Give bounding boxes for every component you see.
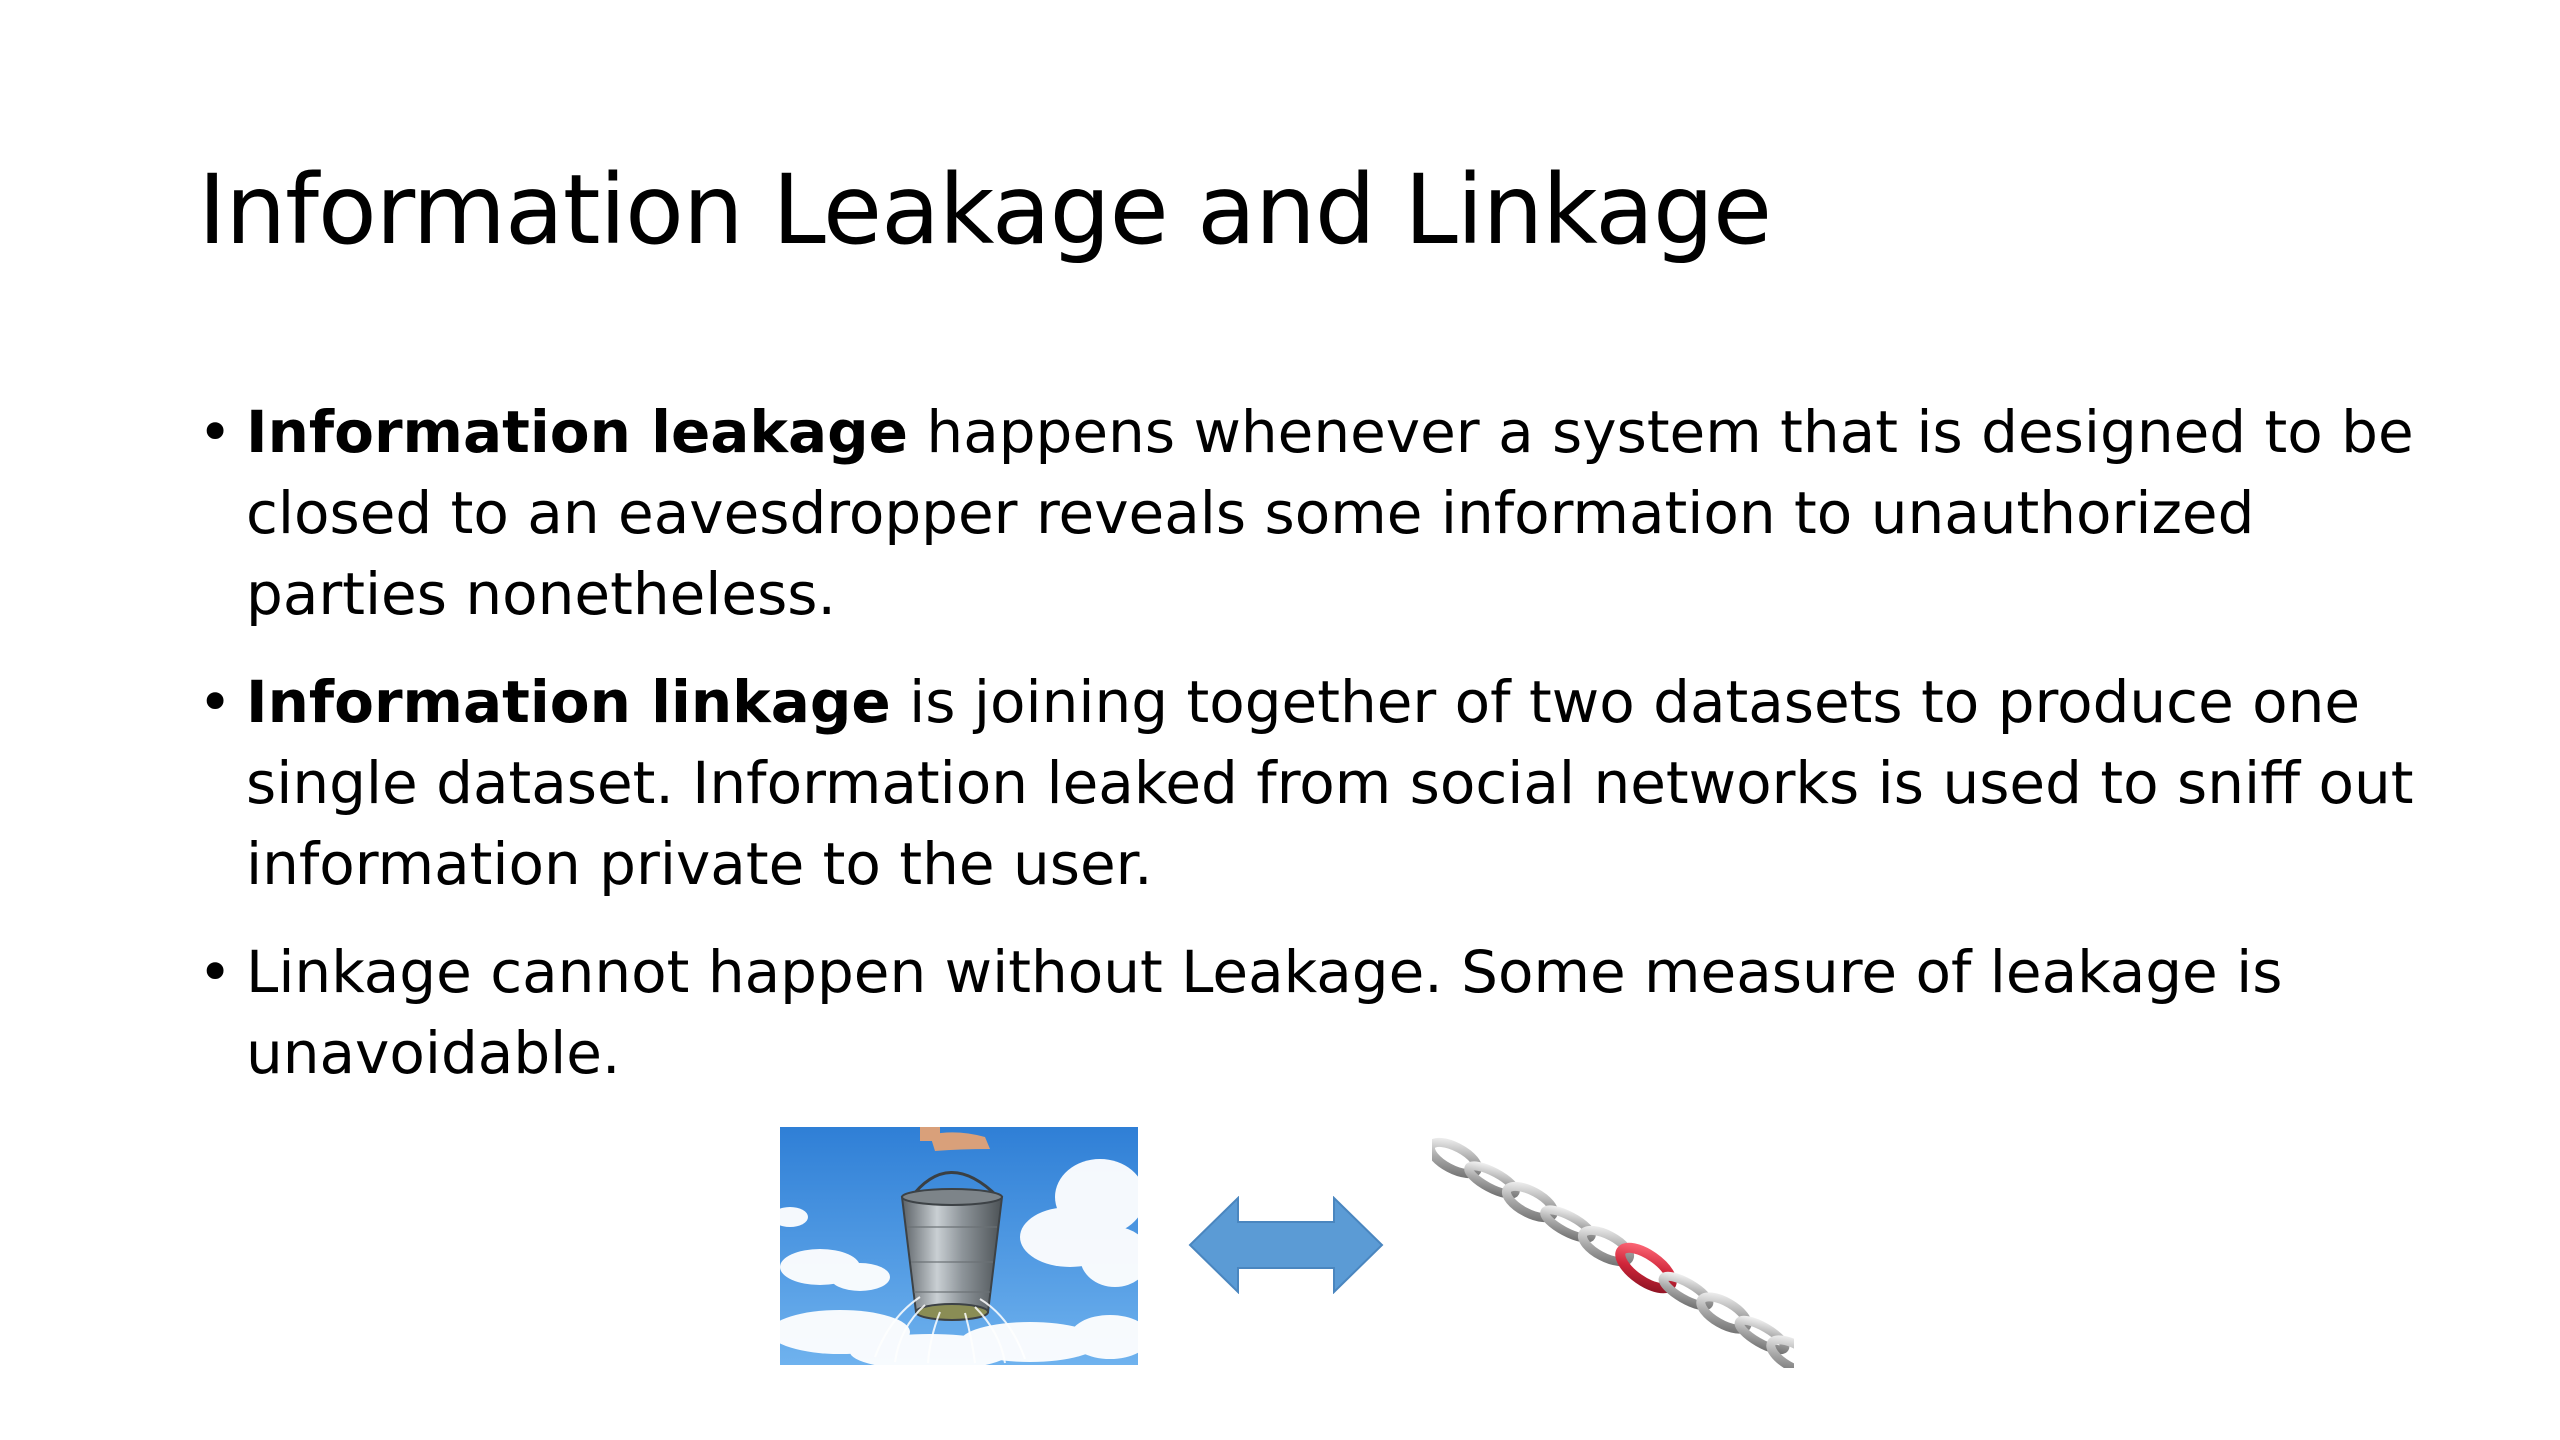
leaking-bucket-icon: [780, 1127, 1138, 1365]
bullet-item: [198, 662, 2438, 905]
double-arrow-icon: [1188, 1196, 1384, 1294]
bullet-dot: •: [198, 938, 233, 1006]
slide-title: Information Leakage and Linkage: [198, 154, 1772, 266]
bullet-bold-term: Information leakage: [246, 398, 908, 466]
bullet-text: happens whenever a system that is designed to be closed to an eavesdropper reveals some information to unauthorized parties nonetheless.: [246, 398, 2414, 628]
bullet-dot: •: [198, 398, 233, 466]
bullet-dot: •: [198, 668, 233, 736]
bullet-item: [198, 392, 2438, 635]
bullet-list: [198, 392, 2438, 1121]
bullet-bold-term: Information linkage: [246, 668, 891, 736]
bullet-text: is joining together of two datasets to produce one single dataset. Information leaked from social networks is used to sniff out information private to the user.: [246, 668, 2414, 898]
bullet-item: [198, 932, 2438, 1094]
bullet-text: Linkage cannot happen without Leakage. Some measure of leakage is unavoidable.: [246, 938, 2283, 1087]
chain-red-link-icon: [1432, 1128, 1794, 1368]
